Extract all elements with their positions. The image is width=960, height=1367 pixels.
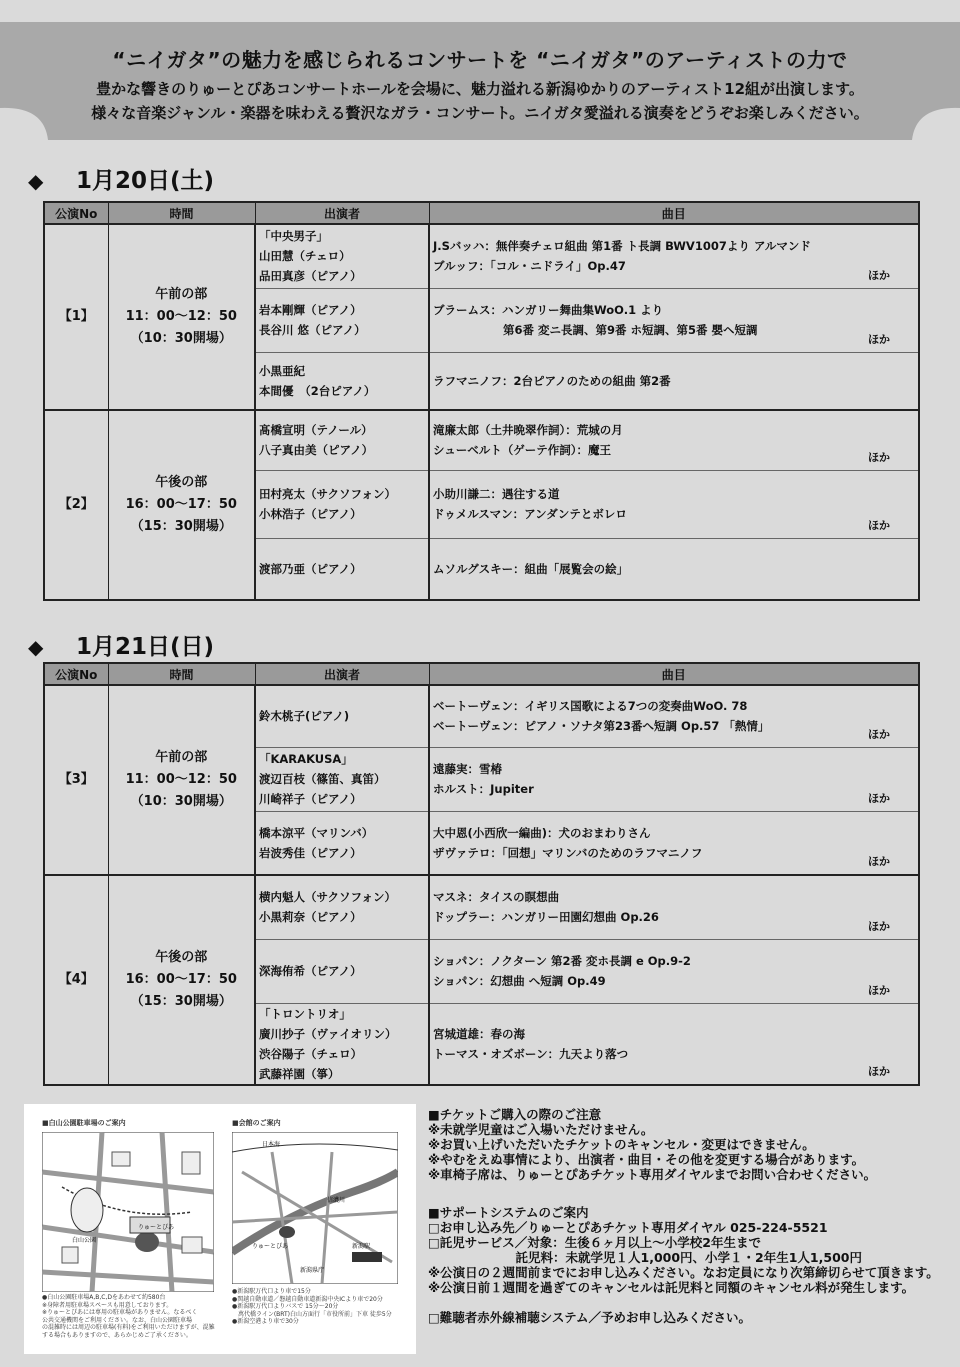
header-no: 公演No xyxy=(44,663,108,685)
cell-line: ショパン：ノクターン 第2番 変ホ長調 e Op.9-2 xyxy=(433,954,691,968)
date-text: 1月20日(土) xyxy=(76,168,215,194)
performers-cell xyxy=(255,224,429,288)
map-note-line: ●新潟駅万代口より車で15分 xyxy=(232,1288,311,1295)
cell-line: 第6番 変ニ長調、第9番 ホ短調、第5番 嬰ヘ短調 xyxy=(503,323,758,337)
support-line: 託児料：未就学児１人1,000円、小学１・2年生1人1,500円 xyxy=(428,1250,862,1265)
access-maps xyxy=(24,1104,416,1354)
cell-line: 小黒莉奈（ピアノ） xyxy=(259,910,362,925)
cell-line: 八子真由美（ピアノ） xyxy=(259,443,374,458)
banner-line-2: 様々な音楽ジャンル・楽器を味わえる贅沢なガラ・コンサート。ニイガタ愛溢れる演奏をどうぞお楽しみください。 xyxy=(91,104,869,122)
ticket-note: ※未就学児童はご入場いただけません。 xyxy=(428,1122,654,1137)
map-note-line: ●新潟駅万代口よりバスで 15分〜20分 xyxy=(232,1303,339,1310)
support-title: ■サポートシステムのご案内 xyxy=(428,1205,589,1220)
ticket-note: ※車椅子席は、りゅーとぴあチケット専用ダイヤルまでお問い合わせください。 xyxy=(428,1167,877,1182)
performers-cell xyxy=(255,538,429,600)
table-row xyxy=(44,875,919,939)
cell-line: 田村亮太（サクソフォン） xyxy=(259,487,396,501)
cell-line: （15：30開場） xyxy=(130,519,232,534)
pieces-cell xyxy=(429,470,919,538)
cell-line: 横内魁人（サクソフォン） xyxy=(259,890,396,905)
performers-cell xyxy=(255,410,429,470)
cell-line: ムソルグスキー：組曲「展覧会の絵」 xyxy=(433,561,629,576)
station-label: 新潟駅 xyxy=(352,1243,371,1250)
support-line: ※公演日の２週間前までにお申し込みください。なお定員になり次第締切らせて頂きます。 xyxy=(428,1265,939,1280)
cell-line: 16：00〜17：50 xyxy=(125,497,237,512)
hoka-label: ほか xyxy=(868,518,890,532)
schedule-table-day1 xyxy=(43,201,920,601)
map-note-line: する場合もありますので、あらかじめご了承ください。 xyxy=(42,1331,192,1339)
hoka-label: ほか xyxy=(868,1065,890,1078)
banner-line-1: 豊かな響きのりゅーとぴあコンサートホールを会場に、魅力溢れる新潟ゆかりのアーティスト12組が出演します。 xyxy=(96,80,864,98)
ticket-note: ※やむをえぬ事情により、出演者・曲目・その他を変更する場合があります。 xyxy=(428,1152,865,1167)
cell-line: ラフマニノフ：2台ピアノのための組曲 第2番 xyxy=(433,373,671,388)
performers-cell xyxy=(255,685,429,747)
performers-cell xyxy=(255,875,429,939)
venue-label: りゅーとぴあ xyxy=(138,1224,175,1231)
prefectural-office-label: 新潟県庁 xyxy=(300,1267,325,1274)
parking-map-title: ■白山公園駐車場のご案内 xyxy=(42,1119,126,1127)
ticket-note: ※お買い上げいただいたチケットのキャンセル・変更はできません。 xyxy=(428,1137,815,1152)
cell-line: ザヴァテロ：「回想」マリンバのためのラフマニノフ xyxy=(433,845,703,860)
cell-line: ベートーヴェン：イギリス国歌による7つの変奏曲WoO. 78 xyxy=(433,699,748,714)
performers-cell xyxy=(255,1003,429,1085)
map-note-line: ●白山公園駐車場A,B,C,Dをあわせて約580台 xyxy=(42,1294,166,1301)
cell-line: 「KARAKUSA」 xyxy=(259,752,353,766)
pieces-cell xyxy=(429,224,919,288)
venue-notes xyxy=(232,1288,412,1326)
pieces-cell xyxy=(429,685,919,747)
cell-line: 大中恩(小西欣一編曲)：犬のおまわりさん xyxy=(433,825,651,840)
cell-line: 岩波秀佳（ピアノ） xyxy=(259,845,362,860)
hoka-label: ほか xyxy=(868,268,890,282)
hoka-label: ほか xyxy=(868,919,890,933)
cell-line: 川崎祥子（ピアノ） xyxy=(259,792,362,806)
pieces-cell xyxy=(429,747,919,811)
cell-line: 午前の部 xyxy=(155,287,208,302)
parking-notes xyxy=(42,1294,222,1339)
performers-cell xyxy=(255,747,429,811)
table-row xyxy=(44,224,919,288)
performers-cell xyxy=(255,352,429,410)
map-note-line: ●新潟空港より車で30分 xyxy=(232,1318,299,1325)
show-no: 【2】 xyxy=(44,410,108,600)
map-note-line: 公共交通機関をご利用ください。なお、白山公園駐車場 xyxy=(42,1316,193,1324)
date-text: 1月21日(日) xyxy=(76,634,215,660)
cell-line: 午後の部 xyxy=(155,475,208,490)
diamond-icon: ◆ xyxy=(28,169,44,193)
header-time: 時間 xyxy=(108,202,255,224)
show-no: 【4】 xyxy=(44,875,108,1085)
hoka-label: ほか xyxy=(868,855,890,868)
header-performers: 出演者 xyxy=(255,663,429,685)
header-performers: 出演者 xyxy=(255,202,429,224)
show-time xyxy=(108,685,255,875)
sea-label: 日本海 xyxy=(262,1141,281,1148)
cell-line: 渡辺百枝（篠笛、真笛） xyxy=(259,772,386,786)
cell-line: 小林浩子（ピアノ） xyxy=(259,507,362,521)
cell-line: シューベルト（ゲーテ作詞）：魔王 xyxy=(433,443,612,458)
parking-map xyxy=(42,1132,214,1292)
cell-line: 午後の部 xyxy=(155,950,208,965)
park-label: 白山公園 xyxy=(72,1237,97,1244)
venue-map xyxy=(232,1132,398,1284)
cell-line: 午前の部 xyxy=(155,750,208,765)
date-heading-day1 xyxy=(28,162,214,195)
support-line: ※公演日前１週間を過ぎてのキャンセルは託児料と同額のキャンセル料が発生します。 xyxy=(428,1280,915,1295)
cell-line: 武藤祥園（箏） xyxy=(259,1066,340,1081)
cell-line: （10：30開場） xyxy=(130,331,232,346)
cell-line: ドップラー：ハンガリー田園幻想曲 Op.26 xyxy=(433,910,659,925)
cell-line: ドゥメルスマン：アンダンテとボレロ xyxy=(433,507,627,521)
header-pieces: 曲目 xyxy=(429,663,919,685)
show-no: 【3】 xyxy=(44,685,108,875)
hoka-label: ほか xyxy=(868,727,890,741)
pieces-cell xyxy=(429,410,919,470)
cell-line: J.Sバッハ：無伴奏チェロ組曲 第1番 ト長調 BWV1007より アルマンド xyxy=(433,239,811,254)
cell-line: ショパン：幻想曲 へ短調 Op.49 xyxy=(433,974,606,988)
hoka-label: ほか xyxy=(868,450,890,464)
cell-line: （10：30開場） xyxy=(130,794,232,809)
map-note-line: ●関越自動車道／磐越自動車道新潟中央ICより車で20分 xyxy=(232,1295,383,1303)
header-time: 時間 xyxy=(108,663,255,685)
cell-line: 深海侑希（ピアノ） xyxy=(259,964,362,978)
performers-cell xyxy=(255,939,429,1003)
cell-line: 廣川抄子（ヴァイオリン） xyxy=(259,1026,397,1041)
notes-section xyxy=(428,1107,939,1325)
cell-line: 髙橋宣明（テノール） xyxy=(259,423,373,438)
pieces-cell xyxy=(429,811,919,875)
cell-line: 渋谷陽子（チェロ） xyxy=(259,1046,363,1061)
support-line: □お申し込み先／りゅーとぴあチケット専用ダイヤル 025-224-5521 xyxy=(428,1220,828,1235)
performers-cell xyxy=(255,288,429,352)
cell-line: 「トロントリオ」 xyxy=(259,1006,351,1021)
pieces-cell xyxy=(429,352,919,410)
header-no: 公演No xyxy=(44,202,108,224)
table-header-row xyxy=(44,202,919,224)
map-note-line: 萬代橋ライン(BRT)白山方面行「市役所前」下車 徒歩5分 xyxy=(238,1310,392,1318)
cell-line: 宮城道雄：春の海 xyxy=(433,1026,525,1041)
cell-line: 渡部乃亜（ピアノ） xyxy=(259,561,362,576)
venue-label: りゅーとぴあ xyxy=(252,1243,289,1250)
cell-line: 品田真彦（ピアノ） xyxy=(259,269,362,284)
cell-line: 小助川謙二：遇往する道 xyxy=(433,487,560,501)
show-time xyxy=(108,875,255,1085)
cell-line: ベートーヴェン：ピアノ・ソナタ第23番へ短調 Op.57 「熱情」 xyxy=(433,719,770,734)
cell-line: 16：00〜17：50 xyxy=(125,972,237,987)
banner-title: “ニイガタ”の魅力を感じられるコンサートを “ニイガタ”のアーティストの力で xyxy=(112,48,848,72)
show-time xyxy=(108,410,255,600)
hearing-support: □難聴者赤外線補聴システム／予めお申し込みください。 xyxy=(428,1310,752,1325)
cell-line: （15：30開場） xyxy=(130,994,232,1009)
show-no: 【1】 xyxy=(44,224,108,410)
table-header-row xyxy=(44,663,919,685)
date-heading-day2 xyxy=(28,628,214,661)
schedule-table-day2 xyxy=(43,662,920,1086)
pieces-cell xyxy=(429,288,919,352)
venue-map-title: ■会館のご案内 xyxy=(232,1119,281,1127)
pieces-cell xyxy=(429,538,919,600)
show-time xyxy=(108,224,255,410)
pieces-cell xyxy=(429,939,919,1003)
performers-cell xyxy=(255,811,429,875)
header-banner xyxy=(0,22,960,140)
cell-line: 滝廉太郎（土井晩翠作詞）：荒城の月 xyxy=(433,423,623,438)
diamond-icon: ◆ xyxy=(28,635,44,659)
cell-line: マスネ：タイスの瞑想曲 xyxy=(433,890,560,905)
support-line: □託児サービス／対象：生後６ヶ月以上〜小学校2年生まで xyxy=(428,1235,762,1250)
cell-line: 「中央男子」 xyxy=(259,229,328,244)
header-pieces: 曲目 xyxy=(429,202,919,224)
cell-line: ホルスト：Jupiter xyxy=(433,782,534,796)
cell-line: トーマス・オズボーン：九天より落つ xyxy=(433,1046,629,1061)
river-label: 信濃川 xyxy=(327,1197,346,1204)
cell-line: 長谷川 悠（ピアノ） xyxy=(259,323,366,337)
table-row xyxy=(44,685,919,747)
performers-cell xyxy=(255,470,429,538)
cell-line: 本間優 （2台ピアノ） xyxy=(259,383,376,398)
ticket-notes-title: ■チケットご購入の際のご注意 xyxy=(428,1107,602,1122)
cell-line: 11：00〜12：50 xyxy=(125,309,237,324)
cell-line: ブルッフ：「コル・ニドライ」Op.47 xyxy=(433,259,626,274)
pieces-cell xyxy=(429,1003,919,1085)
table-row xyxy=(44,410,919,470)
hoka-label: ほか xyxy=(868,332,890,346)
cell-line: ブラームス：ハンガリー舞曲集WoO.1 より xyxy=(433,303,664,317)
cell-line: 小黒亜紀 xyxy=(259,363,305,378)
map-note-line: の混雑時には周辺の駐車場(有料)をご利用いただけますが、混雑 xyxy=(42,1324,215,1331)
map-note-line: ※身障者用駐車場スペースも用意しております。 xyxy=(42,1301,173,1309)
hoka-label: ほか xyxy=(868,791,890,805)
cell-line: 山田慧（チェロ） xyxy=(259,249,351,264)
cell-line: 遠藤実：雪椿 xyxy=(433,762,502,776)
cell-line: 鈴木桃子(ピアノ) xyxy=(259,709,350,724)
hoka-label: ほか xyxy=(868,983,890,997)
map-note-line: ※りゅーとぴあには専用の駐車場がありません。なるべく xyxy=(42,1309,198,1316)
cell-line: 11：00〜12：50 xyxy=(125,772,237,787)
pieces-cell xyxy=(429,875,919,939)
cell-line: 岩本剛輝（ピアノ） xyxy=(259,303,362,317)
cell-line: 橋本涼平（マリンバ） xyxy=(259,825,374,840)
